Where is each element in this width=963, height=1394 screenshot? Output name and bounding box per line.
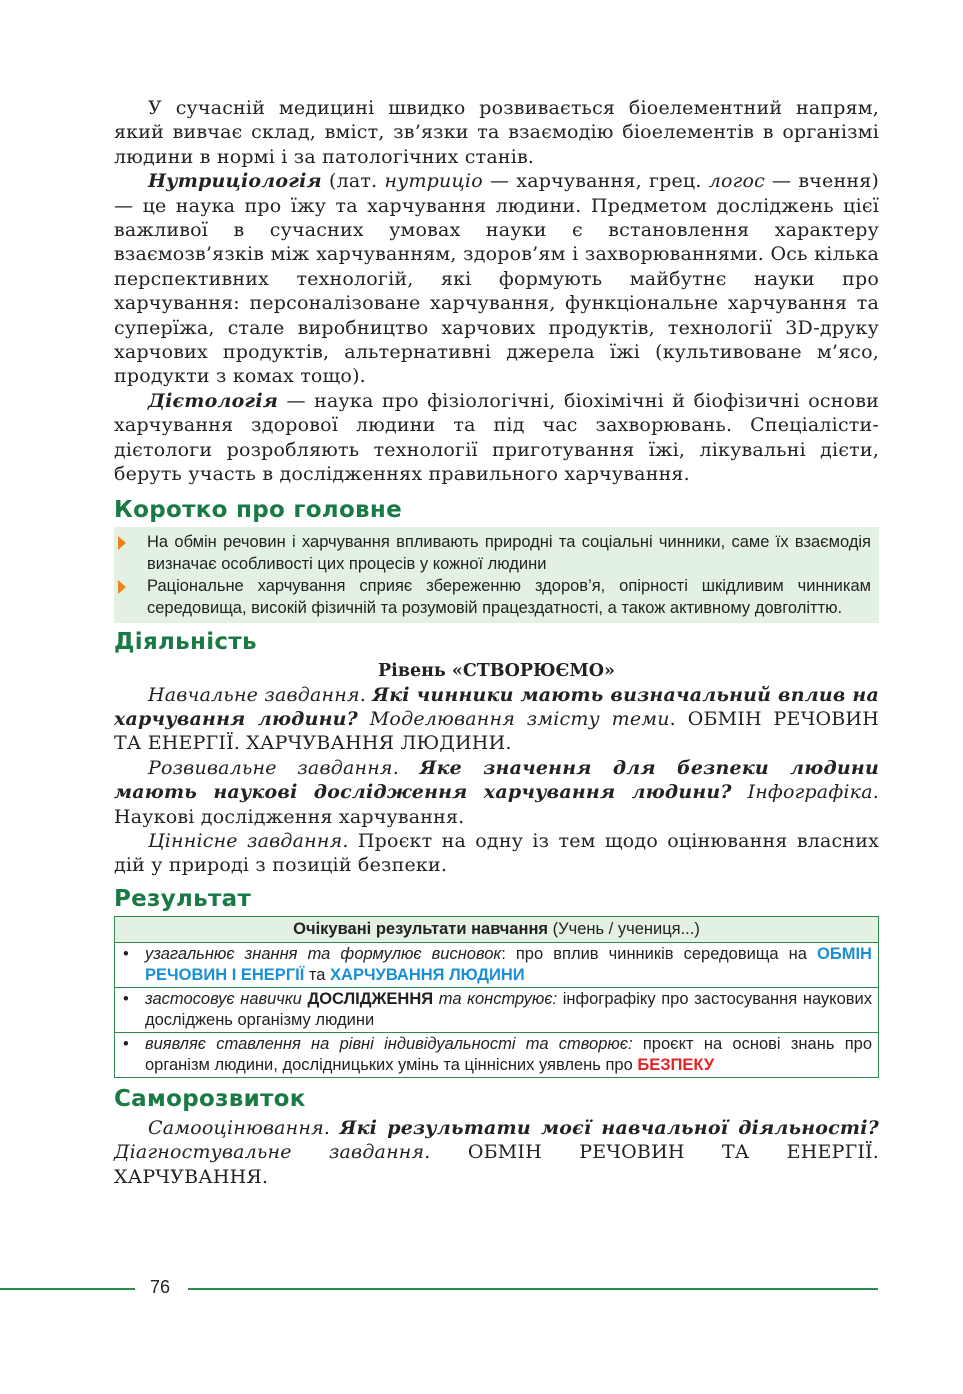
bullet-dot-icon: • (123, 989, 129, 1008)
greek-word: логос (708, 170, 765, 193)
row-italic: застосовує навички (145, 989, 302, 1008)
results-row (115, 1032, 879, 1077)
activity-heading: Діяльність (114, 628, 257, 655)
row-italic: узагальнює знання та формулює висновок (145, 944, 502, 963)
text-span: . Наукові дослідження харчування. (114, 781, 879, 828)
footer-rule-right (188, 1288, 878, 1290)
bullet-dot-icon: • (123, 1034, 129, 1053)
text-span: Проєкт на одну із тем щодо оцінювання власних дій у природі з позицій безпеки. (114, 829, 879, 877)
summary-item-text: На обмін речовин і харчування впливають природні та соціальні чинники, саме їх взаємодія визначає особливості цих процесів у кожної людини (147, 532, 871, 573)
results-table (114, 916, 879, 1078)
header-bold: Очікувані результати навчання (293, 919, 549, 938)
highlight-metabolism: ОБМІН РЕЧОВИН І ЕНЕРГІЇ (145, 944, 872, 984)
text-span: . ОБМІН РЕЧОВИН ТА ЕНЕРГІЇ. ХАРЧУВАННЯ ЛЮДИНИ. (114, 707, 879, 755)
row-bold: ДОСЛІДЖЕННЯ (301, 989, 434, 1008)
paragraph-bioelements: У сучасній медицині швидко розвивається біоелементний напрям, який вивчає склад, вміст, зв’язки та взаємодію біоелементів в організмі людини в нормі і за патологічних станів. (114, 97, 879, 168)
task-label: Розвивальне завдання. (148, 756, 399, 779)
task-value (114, 829, 879, 878)
paragraph-dietology (114, 389, 879, 487)
text-span: — харчування, грец. (482, 170, 709, 193)
row-italic: виявляє ставлення на рівні індивідуальності та створює: (145, 1034, 633, 1053)
summary-item-text: Раціональне харчування сприяє збереженню здоров’я, опірності шкідливим чинникам середовища, високій фізичній та розумовій працездатності, а також активному довголіттю. (147, 576, 871, 617)
text-span: (лат. (321, 170, 385, 193)
row-italic: та конструює: (433, 989, 558, 1008)
page-content (114, 96, 879, 1189)
highlight-nutrition: ХАРЧУВАННЯ ЛЮДИНИ (330, 965, 525, 984)
results-row (115, 942, 879, 987)
task-question: Які чинники мають визначальний вплив на харчування людини? (114, 683, 879, 730)
summary-item (114, 575, 871, 619)
task-method: Інфографіка (747, 781, 873, 804)
results-row (115, 987, 879, 1032)
row-text: проєкт на основі знань про організм людини, дослідницьких умінь та ціннісних уявлень про (145, 1034, 872, 1074)
task-label: Самооцінювання. (148, 1116, 331, 1139)
results-table-header (115, 916, 879, 942)
summary-item (114, 531, 871, 575)
footer-rule-left (0, 1288, 135, 1290)
term-dietology: Дієтологія (148, 389, 279, 412)
task-question: Яке значення для безпеки людини мають наукові дослідження харчування людини? (114, 756, 879, 804)
task-developing (114, 756, 879, 829)
row-text: та (304, 965, 331, 984)
paragraph-nutritiology (114, 169, 879, 389)
highlight-safety: БЕЗПЕКУ (637, 1055, 715, 1074)
text-span: ОБМІН РЕЧОВИН ТА ЕНЕРГІЇ. ХАРЧУВАННЯ. (114, 1141, 880, 1188)
page-number: 76 (150, 1277, 171, 1297)
term-nutritiology: Нутриціологія (148, 170, 322, 193)
text-span: — наука про фізіологічні, біохімічні й біофізичні основи харчування здорової людини та під час захворювань. Спеціалісти-дієтологи розробляють технології приготування їжі, лікувальні дієти, беруть участь в дослідженнях правильного харчування. (114, 389, 879, 486)
result-heading: Результат (114, 885, 252, 912)
latin-word: нутриціо (384, 170, 483, 193)
summary-box (114, 527, 879, 623)
row-text: інфографіку про застосування наукових досліджень організму людини (145, 989, 872, 1029)
task-question: Які результати моєї навчальної діяльності? (339, 1116, 879, 1139)
header-rest: (Учень / учениця...) (548, 919, 700, 938)
triangle-bullet-icon (118, 580, 126, 594)
text-span: — вчення) — це наука про їжу та харчування людини. Предметом досліджень цієї важливої в сучасних умовах науки є встановлення характеру взаємозв’язків між харчуванням, здоров’ям і захворюваннями. Ось кілька перспективних технологій, які формують майбутнє науки про харчування: персоналізоване харчування, функціональне харчування та суперїжа, стале виробництво харчових продуктів, технології 3D-друку харчових продуктів, альтернативні джерела їжі (культивоване м’ясо, продукти з комах тощо). (114, 170, 880, 388)
self-development-heading: Саморозвиток (114, 1085, 306, 1112)
task-learning (114, 683, 879, 756)
row-text: : про вплив чинників середовища на (501, 944, 818, 963)
level-title: Рівень «СТВОРЮЄМО» (378, 660, 615, 681)
task-method: Моделювання змісту теми (369, 707, 670, 730)
triangle-bullet-icon (118, 536, 126, 550)
task-label: Діагностувальне завдання. (114, 1141, 431, 1164)
summary-heading: Коротко про головне (114, 496, 402, 523)
self-assessment (114, 1116, 879, 1189)
task-label: Ціннісне завдання. (148, 829, 349, 852)
task-label: Навчальне завдання. (148, 683, 366, 706)
bullet-dot-icon: • (123, 944, 129, 963)
